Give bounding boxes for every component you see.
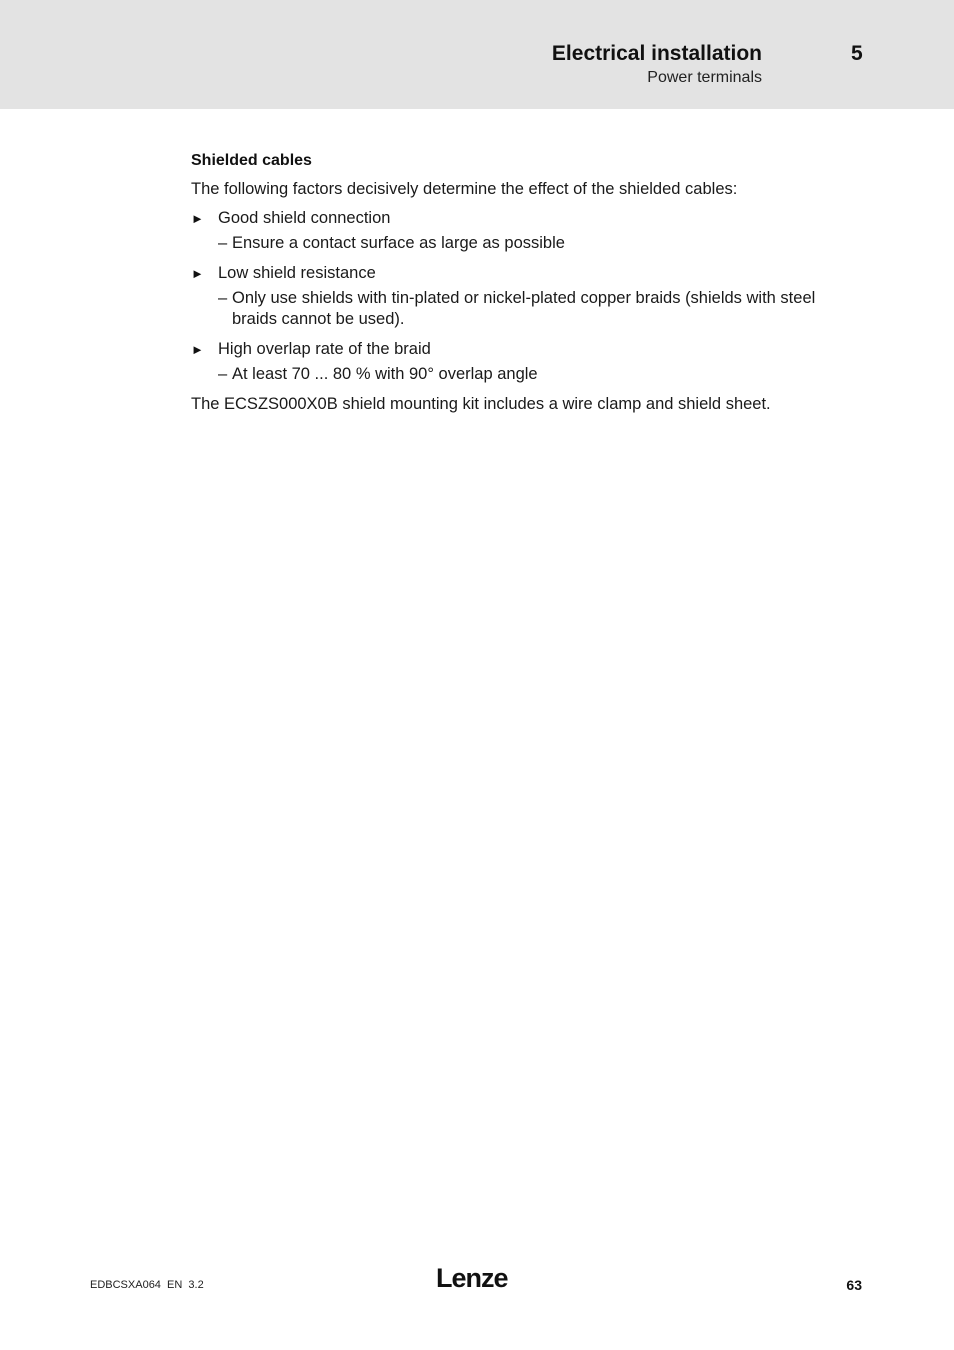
chapter-subtitle: Power terminals: [647, 69, 762, 86]
header-band: [0, 0, 954, 109]
sub-item: [218, 364, 861, 385]
intro-paragraph: The following factors decisively determine the effect of the shielded cables:: [191, 180, 738, 198]
list-item: [191, 263, 861, 330]
lenze-logo: Lenze: [436, 1263, 508, 1293]
list-item: [191, 208, 861, 254]
dash-marker: –: [218, 365, 228, 383]
bullet-list: [191, 208, 861, 385]
sub-item: [218, 288, 861, 330]
triangle-bullet-icon: ►: [191, 266, 204, 281]
page-content: [191, 150, 861, 415]
bullet-label: Low shield resistance: [218, 264, 376, 282]
chapter-title: Electrical installation: [551, 42, 762, 65]
bullet-row: [191, 263, 861, 284]
document-id: EDBCSXA064 EN 3.2: [90, 1279, 204, 1291]
closing-paragraph: The ECSZS000X0B shield mounting kit includes a wire clamp and shield sheet.: [191, 395, 771, 413]
triangle-bullet-icon: ►: [191, 342, 204, 357]
bullet-row: [191, 208, 861, 229]
bullet-label: High overlap rate of the braid: [218, 340, 431, 358]
sub-item: [218, 233, 861, 254]
dash-marker: –: [218, 289, 228, 307]
sub-item-text: At least 70 ... 80 % with 90° overlap angle: [232, 365, 538, 383]
dash-marker: –: [218, 234, 228, 252]
list-item: [191, 339, 861, 385]
sub-item-text: Only use shields with tin-plated or nickel-plated copper braids (shields with steel braids cannot be used).: [232, 289, 816, 328]
sub-item-text: Ensure a contact surface as large as possible: [232, 234, 565, 252]
bullet-row: [191, 339, 861, 360]
chapter-number: 5: [851, 42, 863, 65]
bullet-label: Good shield connection: [218, 209, 391, 227]
page-number: 63: [846, 1277, 862, 1293]
triangle-bullet-icon: ►: [191, 211, 204, 226]
section-heading: Shielded cables: [191, 152, 312, 169]
